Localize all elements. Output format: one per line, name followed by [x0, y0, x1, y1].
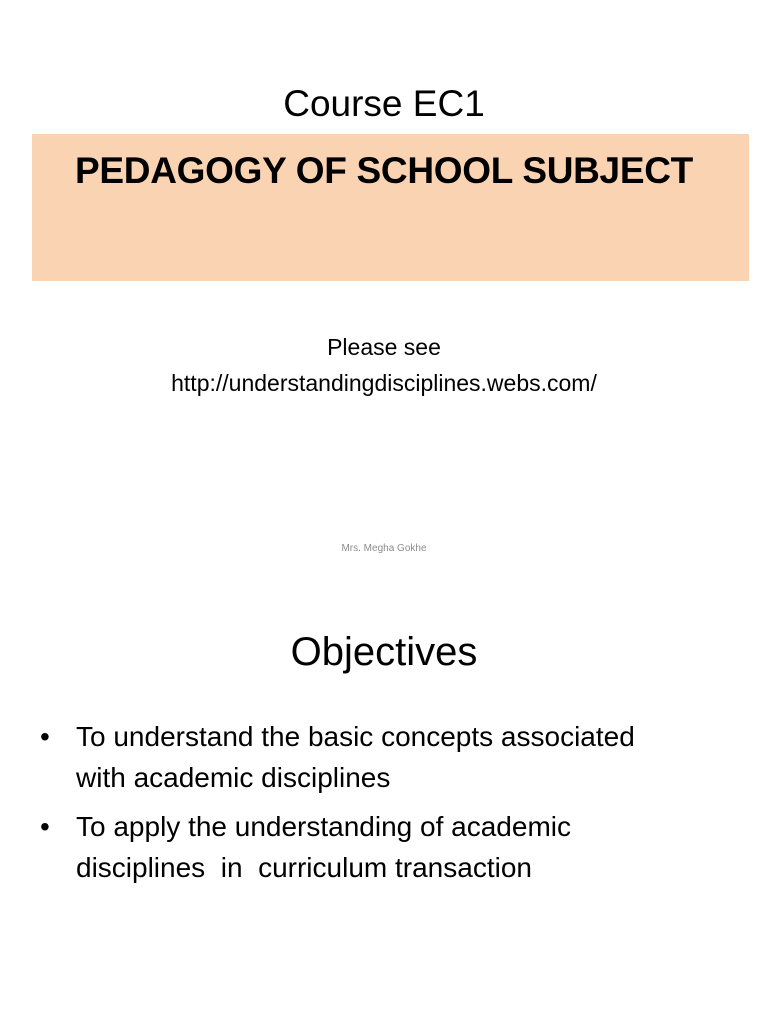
- objective-item: [40, 806, 740, 888]
- slide-objectives: [0, 580, 768, 1024]
- objectives-list: [40, 716, 740, 896]
- bullet-icon: •: [40, 811, 50, 842]
- course-code: Course EC1: [283, 83, 485, 124]
- bullet-icon: •: [40, 721, 50, 752]
- objective-item: [40, 716, 740, 798]
- see-label: Please see: [327, 334, 441, 360]
- objective-text-line: To apply the understanding of academic: [76, 811, 571, 842]
- objective-text-line: To understand the basic concepts associated: [76, 721, 635, 752]
- objective-text-line: with academic disciplines: [76, 762, 391, 793]
- objectives-heading: Objectives: [290, 630, 478, 674]
- footer-author: Mrs. Megha Gokhe: [341, 543, 427, 554]
- course-title: PEDAGOGY OF SCHOOL SUBJECT: [75, 150, 693, 191]
- website-link[interactable]: http://understandingdisciplines.webs.com/: [171, 370, 597, 396]
- objective-text-line: disciplines in curriculum transaction: [76, 852, 532, 883]
